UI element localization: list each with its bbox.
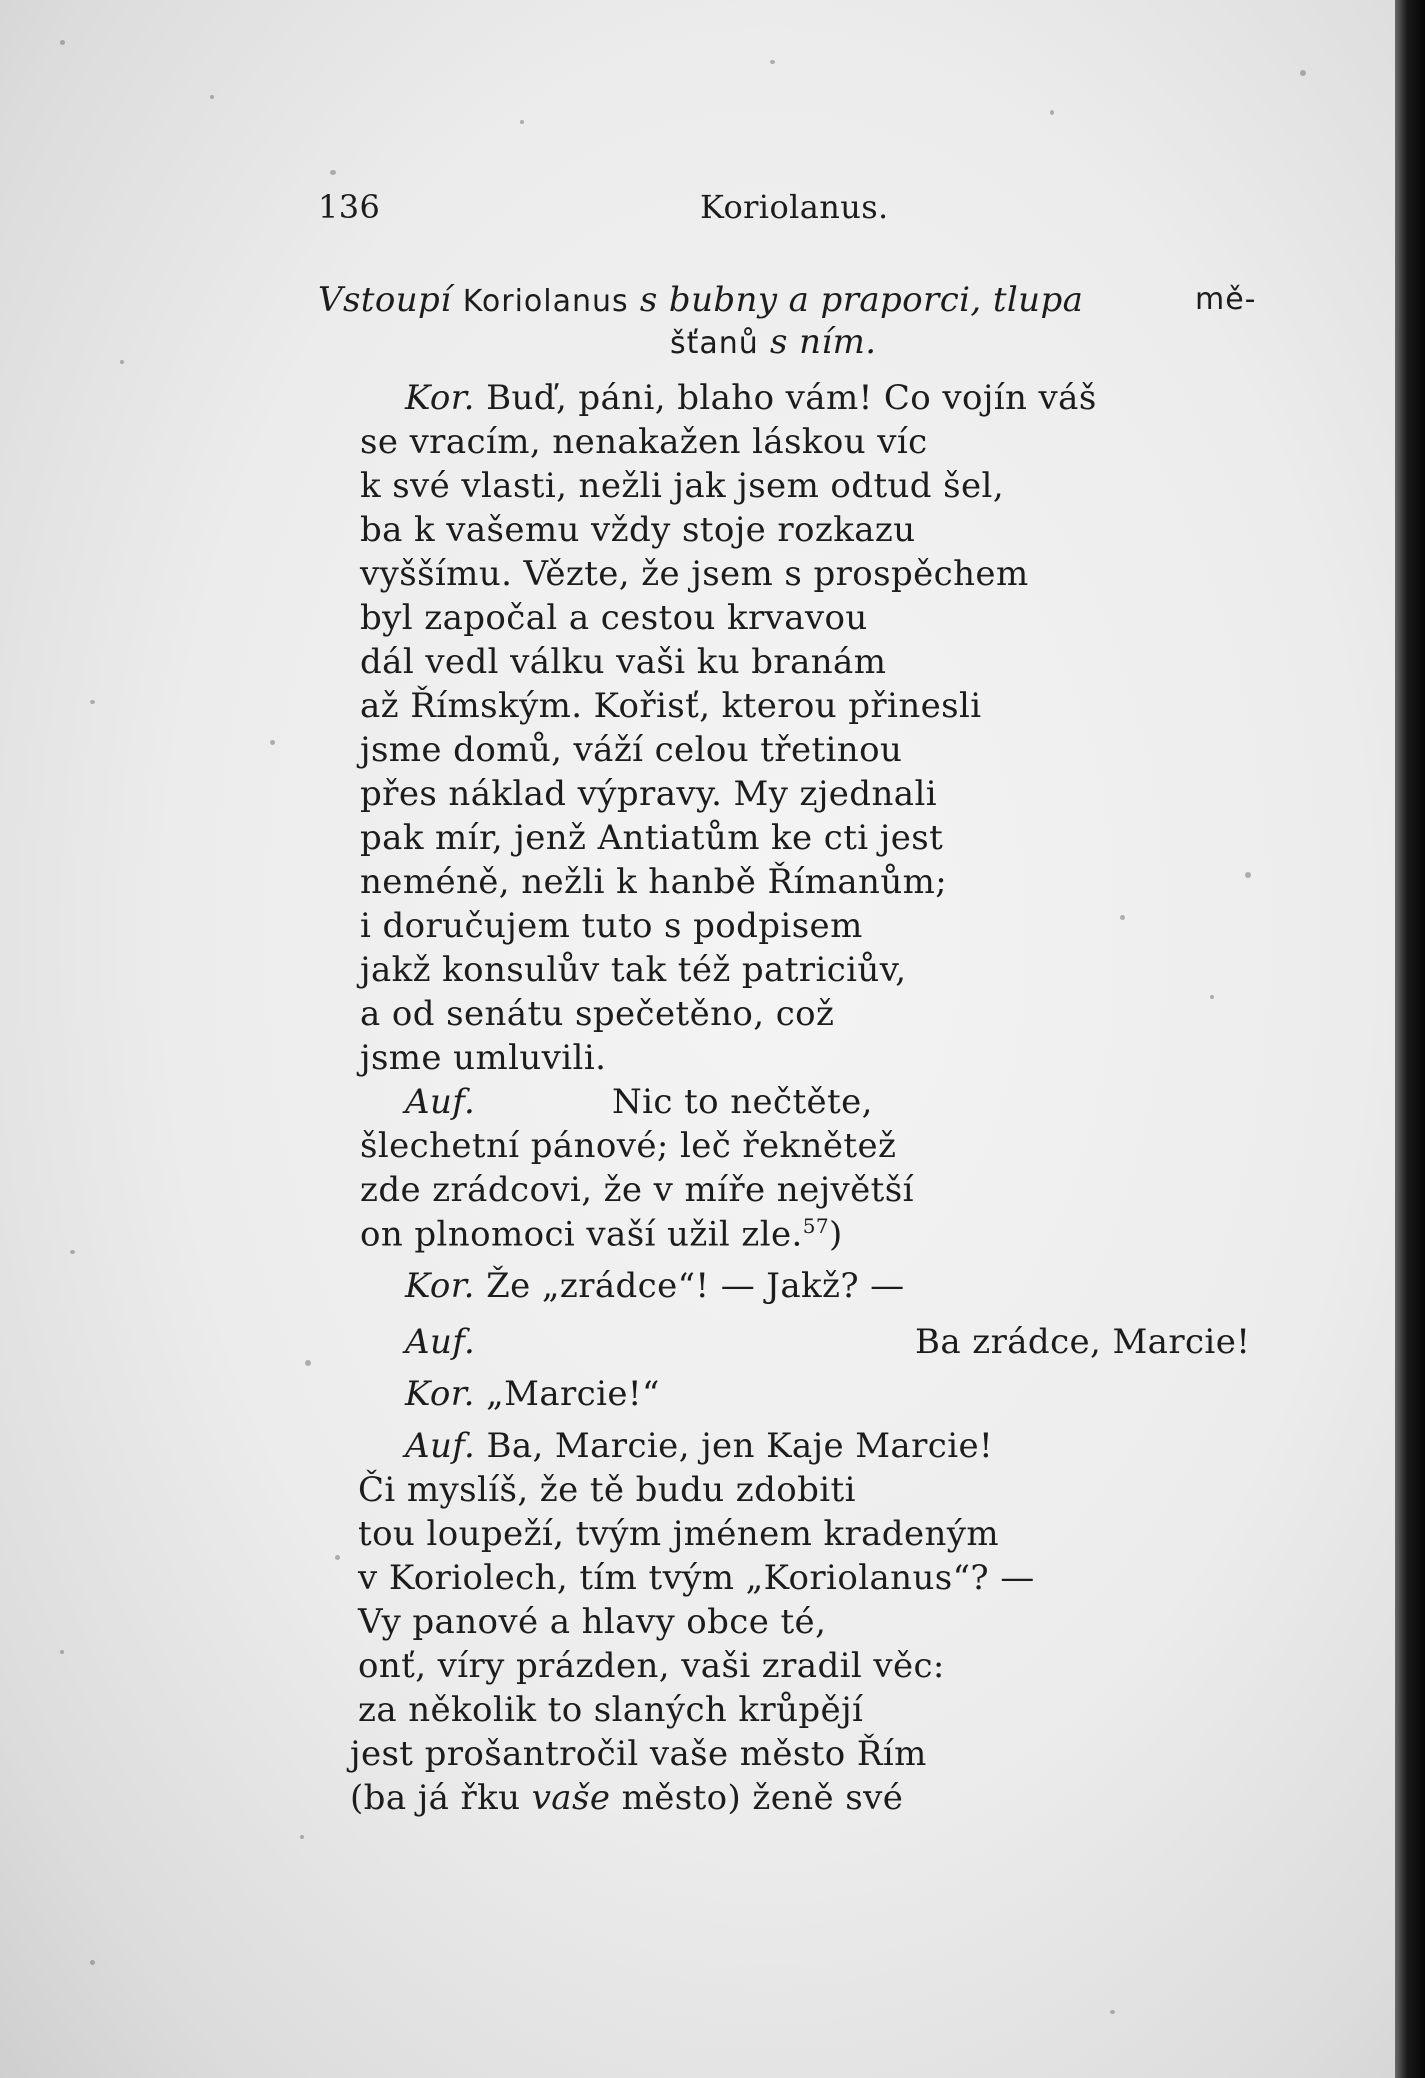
scan-speck <box>1110 2010 1115 2014</box>
verse-line <box>360 1214 843 1254</box>
emphasized-word: vaše <box>531 1778 611 1818</box>
verse-line <box>405 378 1097 418</box>
verse-line: byl započal a cestou krvavou <box>360 598 868 638</box>
verse-text: Ba, Marcie, jen Kaje Marcie! <box>486 1426 994 1466</box>
verse-line: jsme domů, váží celou třetinou <box>360 730 903 770</box>
scan-speck <box>60 40 65 45</box>
scan-speck <box>335 1555 340 1560</box>
verse-line: pak mír, jenž Antiatům ke cti jest <box>360 818 944 858</box>
verse-line: vyššímu. Vězte, že jsem s prospěchem <box>360 554 1029 594</box>
scan-speck <box>270 740 275 745</box>
scan-speck <box>1120 915 1125 920</box>
verse-line: dál vedl válku vaši ku branám <box>360 642 887 682</box>
scan-speck <box>60 1650 64 1654</box>
verse-text: Že „zrádce“! — Jakž? — <box>486 1266 905 1306</box>
scan-speck <box>1245 872 1251 878</box>
verse-line: a od senátu spečetěno, což <box>360 994 835 1034</box>
verse-line: šlechetní pánové; leč řeknětež <box>360 1126 897 1166</box>
verse-text: „Marcie!“ <box>486 1374 660 1414</box>
scan-speck <box>520 120 524 124</box>
verse-line: ba k vašemu vždy stoje rozkazu <box>360 510 916 550</box>
verse-line: jsme umluvili. <box>360 1038 607 1078</box>
stage-direction-word: šťanů <box>670 326 759 361</box>
scan-speck <box>330 170 336 175</box>
verse-line: Ba zrádce, Marcie! <box>915 1322 1251 1362</box>
verse-line: tou loupeží, tvým jménem kradeným <box>358 1514 1000 1554</box>
verse-line: za několik to slaných krůpějí <box>358 1690 864 1730</box>
footnote-marker: 57 <box>802 1214 829 1238</box>
stage-character-name: Koriolanus <box>462 284 629 319</box>
stage-direction-hyphen: mě- <box>1195 282 1257 317</box>
verse-line: onť, víry prázden, vaši zradil věc: <box>358 1646 945 1686</box>
verse-line: přes náklad výpravy. My zjednali <box>360 774 937 814</box>
scan-speck <box>120 360 124 364</box>
verse-line: jest prošantročil vaše město Řím <box>350 1734 927 1774</box>
stage-direction-line-2 <box>670 322 877 362</box>
speaker-label: Auf. <box>405 1426 476 1466</box>
stage-verb: Vstoupí <box>318 280 452 320</box>
verse-line: i doručujem tuto s podpisem <box>360 906 863 946</box>
scan-speck <box>70 1250 75 1254</box>
verse-line: k své vlasti, nežli jak jsem odtud šel, <box>360 466 1005 506</box>
speaker-label: Kor. <box>405 1266 475 1306</box>
verse-line: zde zrádcovi, že v míře největší <box>360 1170 914 1210</box>
verse-line <box>405 1426 993 1466</box>
verse-text: (ba já řku <box>350 1778 521 1818</box>
speaker-label: Auf. <box>405 1082 476 1122</box>
stage-direction-line-1 <box>318 280 1083 320</box>
scan-speck <box>1300 70 1306 76</box>
speaker-label: Kor. <box>405 1374 475 1414</box>
verse-line <box>405 1266 905 1306</box>
verse-line: Nic to nečtěte, <box>612 1082 873 1122</box>
verse-line: až Římským. Kořisť, kterou přinesli <box>360 686 982 726</box>
page-number: 136 <box>318 188 381 226</box>
verse-line: Vy panové a hlavy obce té, <box>358 1602 827 1642</box>
page-edge-shadow <box>1395 0 1425 2078</box>
scan-speck <box>305 1360 311 1366</box>
scan-speck <box>300 1835 304 1839</box>
scan-speck <box>1050 110 1054 115</box>
verse-line: jakž konsulův tak též patriciův, <box>360 950 907 990</box>
scan-speck <box>770 60 775 64</box>
stage-direction-italic: s ním. <box>770 322 877 362</box>
scan-speck <box>210 95 214 99</box>
verse-line <box>350 1778 903 1818</box>
running-title: Koriolanus. <box>700 188 889 226</box>
scan-speck <box>90 1960 95 1965</box>
verse-line: v Koriolech, tím tvým „Koriolanus“? — <box>358 1558 1035 1598</box>
verse-text-end: město) ženě své <box>621 1778 904 1818</box>
scan-speck <box>90 700 95 704</box>
verse-line: neméně, nežli k hanbě Římanům; <box>360 862 948 902</box>
speaker-label: Auf. <box>405 1322 476 1362</box>
verse-line: se vracím, nenakažen láskou víc <box>360 422 928 462</box>
verse-text: Buď, páni, blaho vám! Co vojín váš <box>486 378 1097 418</box>
verse-line <box>405 1374 660 1414</box>
speaker-label: Kor. <box>405 378 475 418</box>
verse-line: Či myslíš, že tě budu zdobiti <box>358 1470 856 1510</box>
verse-text-end: ) <box>828 1214 843 1255</box>
verse-text: on plnomoci vaší užil zle. <box>360 1214 803 1255</box>
scan-speck <box>1210 995 1214 999</box>
stage-direction-rest: s bubny a praporci, tlupa <box>639 280 1084 320</box>
